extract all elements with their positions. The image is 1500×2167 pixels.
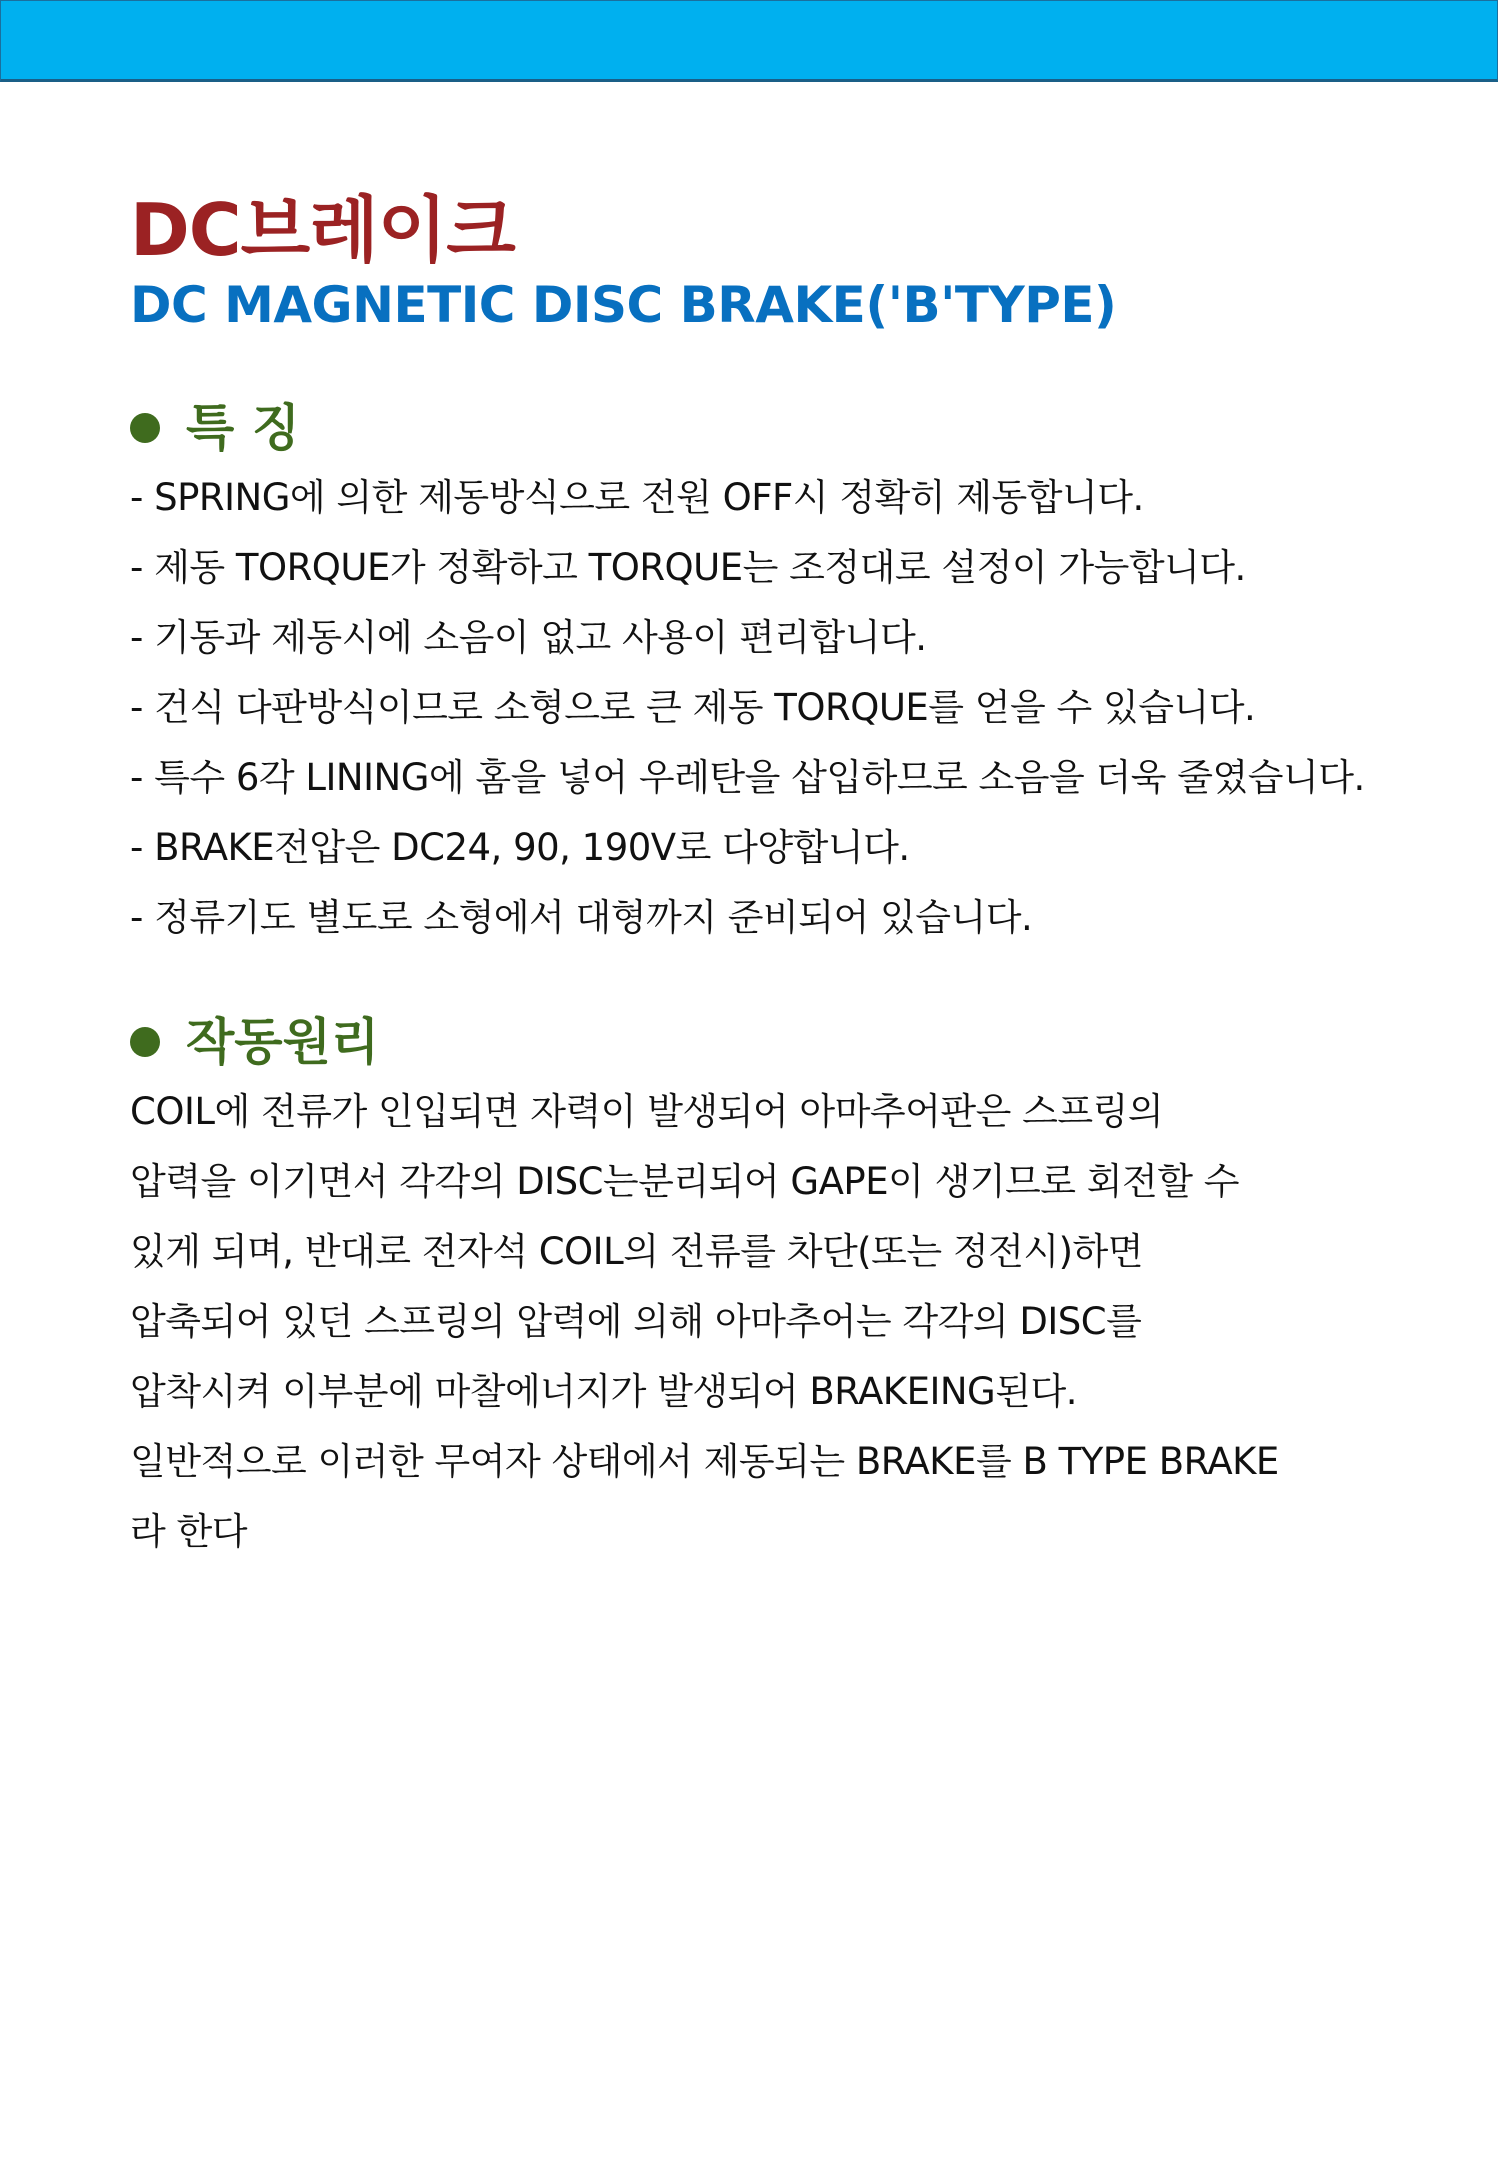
features-list: [130, 463, 1380, 953]
principle-heading: [130, 1007, 1380, 1077]
feature-item: - 기동과 제동시에 소음이 없고 사용이 편리합니다.: [130, 616, 927, 659]
principle-heading-label: 작동원리: [186, 1013, 380, 1071]
feature-item: - 특수 6각 LINING에 홈을 넣어 우레탄을 삽입하므로 소음을 더욱 줄였습니다.: [130, 756, 1365, 799]
bullet-icon: [130, 413, 160, 443]
page-title: DC브레이크: [130, 188, 515, 272]
bullet-icon: [130, 1027, 160, 1057]
page-subtitle: DC MAGNETIC DISC BRAKE('B'TYPE): [130, 276, 1117, 334]
principle-line: 일반적으로 이러한 무여자 상태에서 제동되는 BRAKE를 B TYPE BRAKE: [130, 1440, 1279, 1483]
features-heading-label: 특 징: [186, 399, 301, 457]
top-banner: [0, 0, 1498, 82]
feature-item: - 건식 다판방식이므로 소형으로 큰 제동 TORQUE를 얻을 수 있습니다.: [130, 686, 1256, 729]
principle-line: 압력을 이기면서 각각의 DISC는분리되어 GAPE이 생기므로 회전할 수: [130, 1160, 1240, 1203]
feature-item: - SPRING에 의한 제동방식으로 전원 OFF시 정확히 제동합니다.: [130, 476, 1144, 519]
feature-item: - BRAKE전압은 DC24, 90, 190V로 다양합니다.: [130, 826, 910, 869]
feature-item: - 제동 TORQUE가 정확하고 TORQUE는 조정대로 설정이 가능합니다.: [130, 546, 1246, 589]
principle-line: 압착시켜 이부분에 마찰에너지가 발생되어 BRAKEING된다.: [130, 1370, 1077, 1413]
document-body: [130, 185, 1380, 1567]
principle-text: [130, 1077, 1380, 1567]
feature-item: - 정류기도 별도로 소형에서 대형까지 준비되어 있습니다.: [130, 896, 1033, 939]
principle-line: 라 한다: [130, 1510, 247, 1553]
principle-line: 있게 되며, 반대로 전자석 COIL의 전류를 차단(또는 정전시)하면: [130, 1230, 1144, 1273]
principle-line: COIL에 전류가 인입되면 자력이 발생되어 아마추어판은 스프링의: [130, 1090, 1164, 1133]
principle-line: 압축되어 있던 스프링의 압력에 의해 아마추어는 각각의 DISC를: [130, 1300, 1142, 1343]
features-heading: [130, 393, 1380, 463]
